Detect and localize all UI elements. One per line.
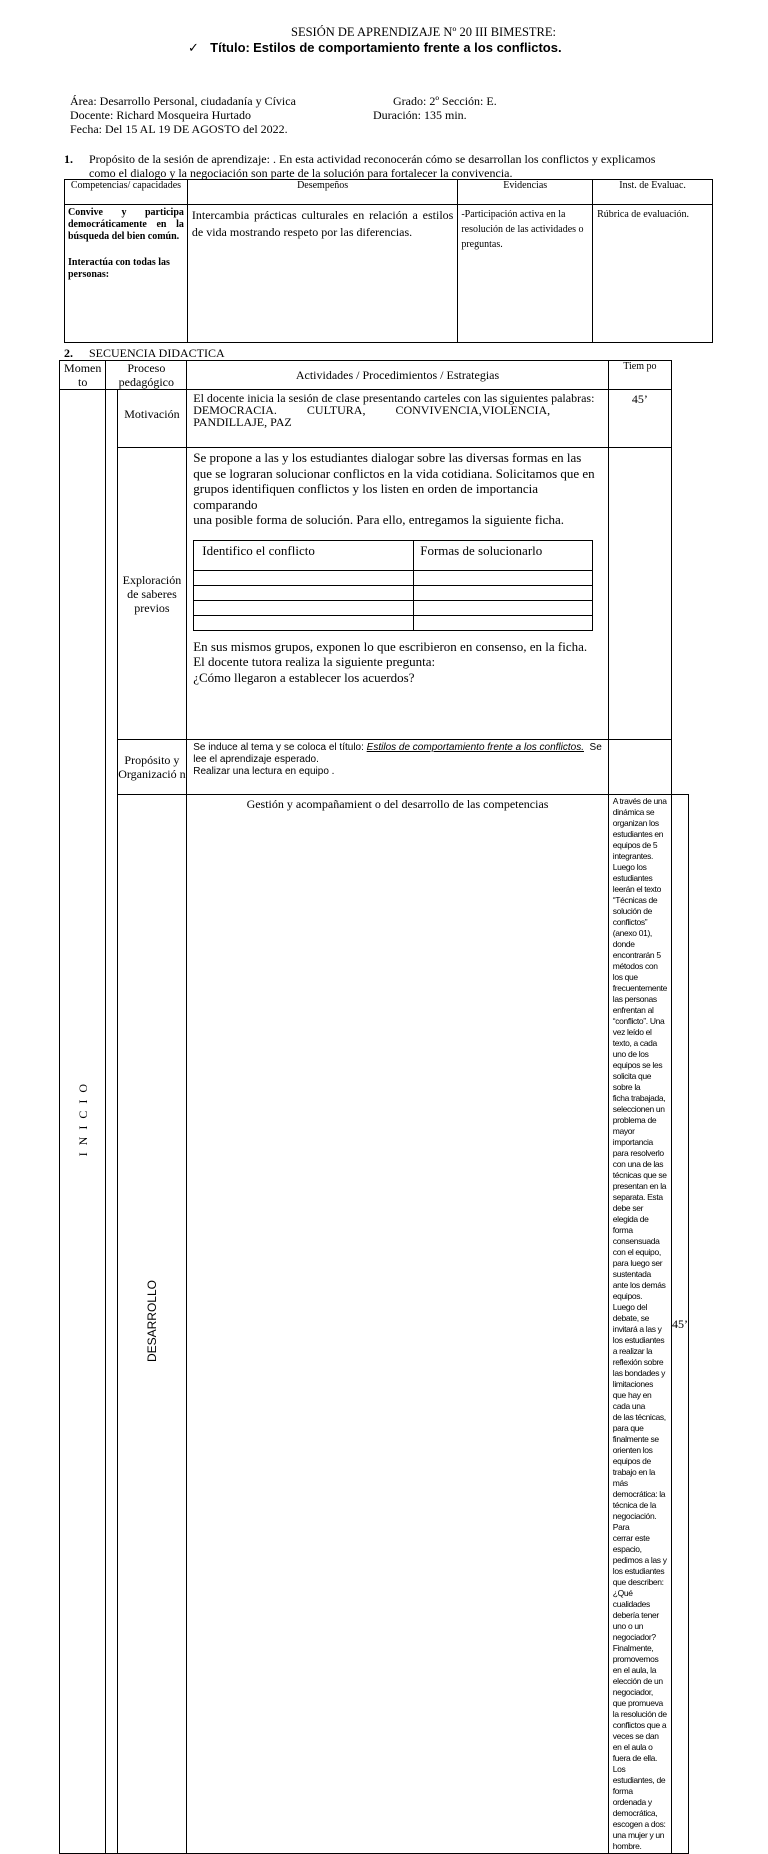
gestion-activity (608, 795, 671, 1854)
desempeno-cell: Intercambia prácticas culturales en relación a estilos de vida mostrando respeto por las diferencias. (187, 205, 457, 343)
evidencia-cell: -Participación activa en la resolución de las actividades o preguntas. (458, 205, 593, 343)
gestion-line-1: A través de una dinámica se organizan los estudiantes en equipos de 5 (612, 796, 667, 850)
competencia-2: Interactúa con todas las personas: (68, 257, 170, 280)
header-tiempo: Tiem po (608, 361, 671, 390)
section2-number: 2. (64, 346, 73, 360)
competencia-1: Convive y participa democráticamente en la búsqueda del bien común. (68, 207, 184, 242)
header-actividades: Actividades / Procedimientos / Estrategias (187, 361, 609, 390)
header-competencias: Competencias/ capacidades (65, 180, 188, 205)
inicio-label: I N I C I O (75, 1081, 90, 1157)
header-proceso: Proceso pedagógico (106, 361, 187, 390)
exploracion-para1-line2: que se lograran solucionar conflictos en la vida cotidiana. Solicitamos que en (193, 465, 595, 481)
titulo-value: Estilos de comportamiento frente a los conflictos. (253, 40, 562, 55)
gestion-line-11: Finalmente, promovemos en el aula, la elección de un negociador, que promueva la resolución de conflictos que a veces se dan (612, 1643, 667, 1741)
grado-text: Grado: 2º Sección: E. (393, 94, 497, 108)
gestion-line-8: de las técnicas, para que finalmente se orienten los equipos de trabajo en la más democrática: la técnica de la negociación. Para (612, 1412, 666, 1532)
proposito-activity (187, 740, 609, 795)
motivacion-proceso: Motivación (117, 390, 187, 448)
proposito-proceso: Propósito y Organizació n (117, 740, 187, 795)
motivacion-tiempo: 45’ (608, 390, 671, 448)
ficha-cell[interactable] (194, 600, 414, 615)
competencias-table (64, 179, 713, 343)
ficha-cell[interactable] (194, 615, 414, 630)
gestion-line-3: Luego los estudiantes leerán el texto “Técnicas de solución de conflictos” (anexo 01), donde encontrarán 5 métodos con los que (612, 862, 661, 982)
proposito-title: Estilos de comportamiento frente a los conflictos. (366, 742, 584, 753)
header-instrumento: Inst. de Evaluac. (593, 180, 713, 205)
session-title: SESIÓN DE APRENDIZAJE Nº 20 III BIMESTRE: (291, 25, 556, 39)
check-mark-icon: ✓ (188, 40, 199, 55)
motivacion-line2: DEMOCRACIA. CULTURA, CONVIVENCIA,VIOLENCIA, (193, 403, 551, 417)
proposito-line3: Realizar una lectura en equipo . (193, 766, 335, 777)
spacer-column (106, 390, 117, 1854)
header-desempenos: Desempeños (187, 180, 457, 205)
ficha-cell[interactable] (414, 615, 593, 630)
section1-line2: como el dialogo y la negociación son parte de la solución para fortalecer la convivencia. (89, 166, 513, 180)
ficha-header-formas: Formas de solucionarlo (414, 540, 593, 570)
ficha-cell[interactable] (194, 585, 414, 600)
gestion-line-10: ¿Qué cualidades debería tener uno o un negociador? (612, 1588, 659, 1642)
titulo-label: Título: (210, 40, 250, 55)
desarrollo-label: DESARROLLO (144, 1280, 159, 1363)
desarrollo-cell (117, 795, 187, 1854)
exploracion-para2-line2: El docente tutora realiza la siguiente pregunta: (193, 654, 436, 669)
ficha-cell[interactable] (414, 585, 593, 600)
exploracion-proceso: Exploración de saberes previos (117, 448, 187, 740)
secuencia-table (59, 360, 689, 1854)
exploracion-para1-line1: Se propone a las y los estudiantes dialogar sobre las diversas formas en las (193, 450, 582, 465)
lesson-title (188, 40, 562, 55)
fecha-text: Fecha: Del 15 AL 19 DE AGOSTO del 2022. (70, 122, 288, 136)
gestion-line-7: Luego del debate, se invitará a las y los estudiantes a realizar la reflexión sobre las bondades y limitaciones que hay en cada una (612, 1302, 666, 1411)
gestion-line-12: en el aula o fuera de ella. Los estudiantes, de forma ordenada y democrática, escogen a dos: una mujer y un hombre. (612, 1742, 666, 1851)
gestion-line-2: integrantes. (612, 851, 654, 861)
exploracion-para1-line3: grupos identifiquen conflictos y los listen en orden de importancia comparando (193, 481, 539, 512)
duracion-text: Duración: 135 min. (373, 108, 467, 122)
section1-line1: Propósito de la sesión de aprendizaje: . En esta actividad reconocerán cómo se desarrollan los conflictos y explicamos (89, 152, 656, 166)
proposito-prefix: Se induce al tema y se coloca el título: (193, 742, 367, 753)
proposito-tiempo (608, 740, 671, 795)
ficha-header-conflicto: Identifico el conflicto (194, 540, 414, 570)
proposito-suffix: Se (584, 742, 602, 753)
exploracion-para1-line4: una posible forma de solución. Para ello, entregamos la siguiente ficha. (193, 512, 564, 527)
competencias-cell (65, 205, 188, 343)
gestion-tiempo: 45’ (672, 795, 689, 1854)
proposito-line2: lee el aprendizaje esperado. (193, 754, 319, 765)
ficha-cell[interactable] (414, 600, 593, 615)
docente-text: Docente: Richard Mosqueira Hurtado (70, 108, 251, 122)
section1-number: 1. (64, 152, 73, 166)
ficha-cell[interactable] (194, 570, 414, 585)
motivacion-line3: PANDILLAJE, PAZ (193, 415, 292, 429)
gestion-line-4: frecuentemente las personas enfrentan al “conflicto”. Una vez leído el texto, a cada uno de los equipos se les solicita que sobre la (612, 983, 667, 1092)
inicio-cell (60, 390, 106, 1854)
exploracion-para2-line3: ¿Cómo llegaron a establecer los acuerdos? (193, 669, 415, 685)
header-momento: Momen to (60, 361, 106, 390)
exploracion-para2-line1: En sus mismos grupos, exponen lo que escribieron en consenso, en la ficha. (193, 638, 588, 654)
exploracion-activity (187, 448, 609, 740)
instrumento-cell: Rúbrica de evaluación. (593, 205, 713, 343)
exploracion-tiempo (608, 448, 671, 740)
header-evidencias: Evidencias (458, 180, 593, 205)
gestion-line-6: separata. Esta debe ser elegida de forma consensuada con el equipo, para luego ser sustentada ante los demás equipos. (612, 1192, 666, 1301)
motivacion-activity (187, 390, 609, 448)
gestion-line-9: cerrar este espacio, pedimos a las y los estudiantes que describen: (612, 1533, 667, 1587)
section2-title: SECUENCIA DIDACTICA (89, 346, 225, 360)
gestion-line-5: ficha trabajada, seleccionen un problema de mayor importancia para resolverlo con una de las técnicas que se presentan en la (612, 1093, 667, 1191)
proposito-line1 (193, 742, 602, 754)
motivacion-line1: El docente inicia la sesión de clase presentando carteles con las siguientes palabras: (193, 391, 595, 405)
gestion-proceso: Gestión y acompañamient o del desarrollo de las competencias (187, 795, 609, 1854)
ficha-cell[interactable] (414, 570, 593, 585)
area-text: Área: Desarrollo Personal, ciudadanía y Cívica (70, 94, 296, 108)
ficha-table (193, 540, 593, 631)
